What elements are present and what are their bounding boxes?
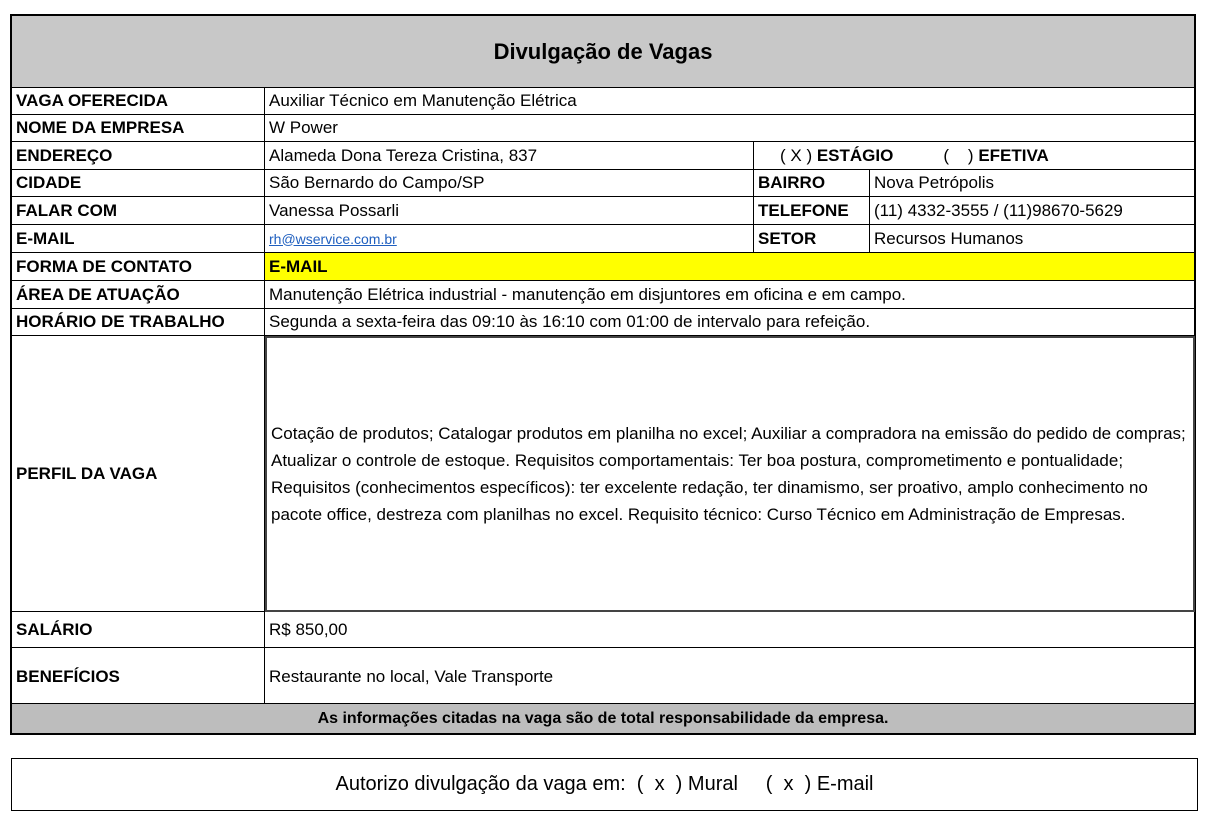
row-falar: [12, 197, 1194, 225]
row-salario: [12, 612, 1194, 648]
authorization-box: [11, 758, 1198, 811]
row-contato: [12, 253, 1194, 281]
row-beneficios: [12, 648, 1194, 705]
label-perfil: PERFIL DA VAGA: [12, 336, 265, 611]
row-empresa: [12, 115, 1194, 142]
row-vaga: [12, 87, 1194, 115]
label-area: ÁREA DE ATUAÇÃO: [12, 281, 265, 308]
value-falar: Vanessa Possarli: [265, 197, 754, 224]
value-cidade: São Bernardo do Campo/SP: [265, 170, 754, 196]
value-contato: E-MAIL: [265, 253, 1194, 280]
label-contato: FORMA DE CONTATO: [12, 253, 265, 280]
value-area: Manutenção Elétrica industrial - manutenção em disjuntores em oficina e em campo.: [269, 284, 906, 304]
label-bairro: BAIRRO: [754, 170, 870, 196]
mural-label: Mural: [687, 773, 738, 795]
row-horario: [12, 309, 1194, 336]
mural-checkbox[interactable]: ( x ): [636, 773, 683, 795]
label-beneficios: BENEFÍCIOS: [12, 648, 265, 705]
label-telefone: TELEFONE: [754, 197, 870, 224]
label-empresa: NOME DA EMPRESA: [12, 115, 265, 141]
form-title: Divulgação de Vagas: [12, 16, 1194, 88]
label-horario: HORÁRIO DE TRABALHO: [12, 309, 265, 335]
authorization-prefix: Autorizo divulgação da vaga em:: [335, 773, 626, 795]
job-posting-form: [10, 14, 1196, 735]
label-falar: FALAR COM: [12, 197, 265, 224]
value-endereco: Alameda Dona Tereza Cristina, 837: [265, 142, 754, 169]
contract-type: [754, 142, 1194, 169]
disclaimer-footer: As informações citadas na vaga são de total responsabilidade da empresa.: [12, 703, 1194, 733]
row-area: [12, 281, 1194, 309]
row-perfil: [12, 336, 1194, 612]
value-bairro: Nova Petrópolis: [874, 173, 995, 192]
value-horario: Segunda a sexta-feira das 09:10 às 16:10 com 01:00 de intervalo para refeição.: [269, 312, 871, 331]
value-perfil: Cotação de produtos; Catalogar produtos em planilha no excel; Auxiliar a compradora na emissão do pedido de compras; Atualizar o controle de estoque. Requisitos comportamentais: Ter boa postura, comprometimento e pontualidade; Requisitos (conhecimentos específicos): ter excelente redação, ter dinamismo, ser proativo, amplo conhecimento no pacote office, destreza com planilhas no excel. Requisito técnico: Curso Técnico em Administração de Empresas.: [265, 336, 1195, 612]
estagio-checkbox[interactable]: ( X ): [780, 145, 813, 165]
efetiva-label: EFETIVA: [978, 145, 1049, 165]
label-setor: SETOR: [754, 225, 870, 252]
estagio-label: ESTÁGIO: [816, 145, 894, 165]
label-vaga: VAGA OFERECIDA: [12, 87, 265, 114]
value-telefone: (11) 4332-3555 / (11)98670-5629: [874, 200, 1123, 220]
email-checkbox[interactable]: ( x ): [765, 773, 812, 795]
row-endereco: [12, 142, 1194, 170]
value-beneficios: Restaurante no local, Vale Transporte: [269, 666, 554, 686]
efetiva-checkbox[interactable]: ( ): [943, 145, 974, 165]
label-salario: SALÁRIO: [12, 612, 265, 647]
value-setor: Recursos Humanos: [874, 228, 1024, 248]
row-email: [12, 225, 1194, 253]
label-endereco: ENDEREÇO: [12, 142, 265, 169]
row-cidade: [12, 170, 1194, 197]
value-empresa: W Power: [269, 118, 338, 137]
label-email: E-MAIL: [12, 225, 265, 252]
email-link[interactable]: rh@wservice.com.br: [269, 230, 397, 247]
label-cidade: CIDADE: [12, 170, 265, 196]
email-option-label: E-mail: [816, 773, 874, 795]
value-salario: R$ 850,00: [269, 619, 348, 639]
value-vaga: Auxiliar Técnico em Manutenção Elétrica: [269, 90, 577, 110]
